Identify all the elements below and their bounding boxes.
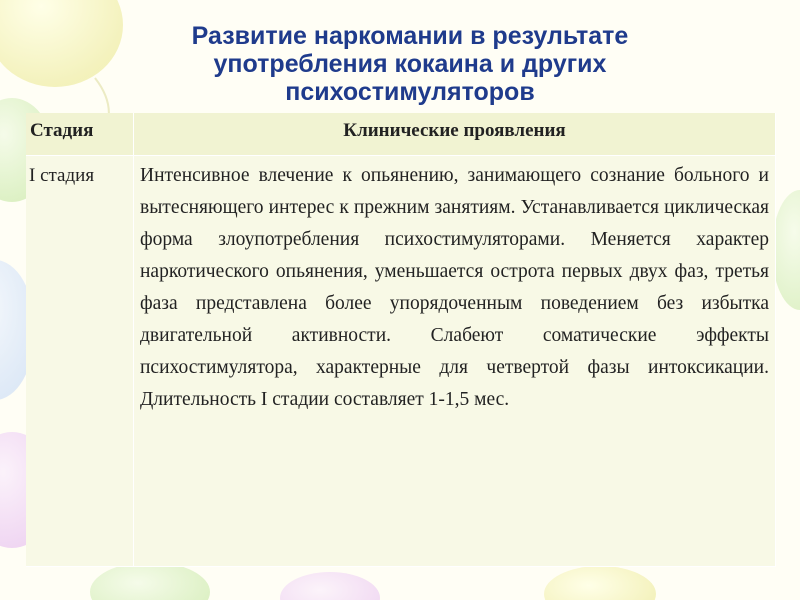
balloon-yellow-bottom-right: [544, 566, 656, 600]
slide-title: Развитие наркомании в результате употребления кокаина и других психостимуляторов: [191, 22, 629, 106]
balloon-green-bottom: [90, 562, 210, 600]
manifestations-cell: Интенсивное влечение к опьянению, занимающего сознание больного и вытесняющего интерес к прежним занятиям. Устанавливается циклическая форма злоупотребления психостимуляторами. Меняется характер наркотического опьянения, уменьшается острота первых двух фаз, третья фаза представлена более упорядоченным поведением без избытка двигательной активности. Слабеют соматические эффекты психостимулятора, характерные для четвертой фазы интоксикации. Длительность I стадии составляет 1-1,5 мес.: [134, 156, 776, 567]
header-clinical-manifestations: Клинические проявления: [134, 113, 776, 156]
table-header-row: [26, 113, 776, 156]
stage-cell: I стадия: [26, 156, 134, 567]
balloon-yellow-top-left: [0, 0, 123, 87]
balloon-purple-bottom: [280, 572, 380, 600]
stages-table: [26, 113, 776, 567]
balloon-green-right: [772, 190, 800, 310]
header-stage: Стадия: [26, 113, 134, 156]
table-row: [26, 156, 776, 567]
